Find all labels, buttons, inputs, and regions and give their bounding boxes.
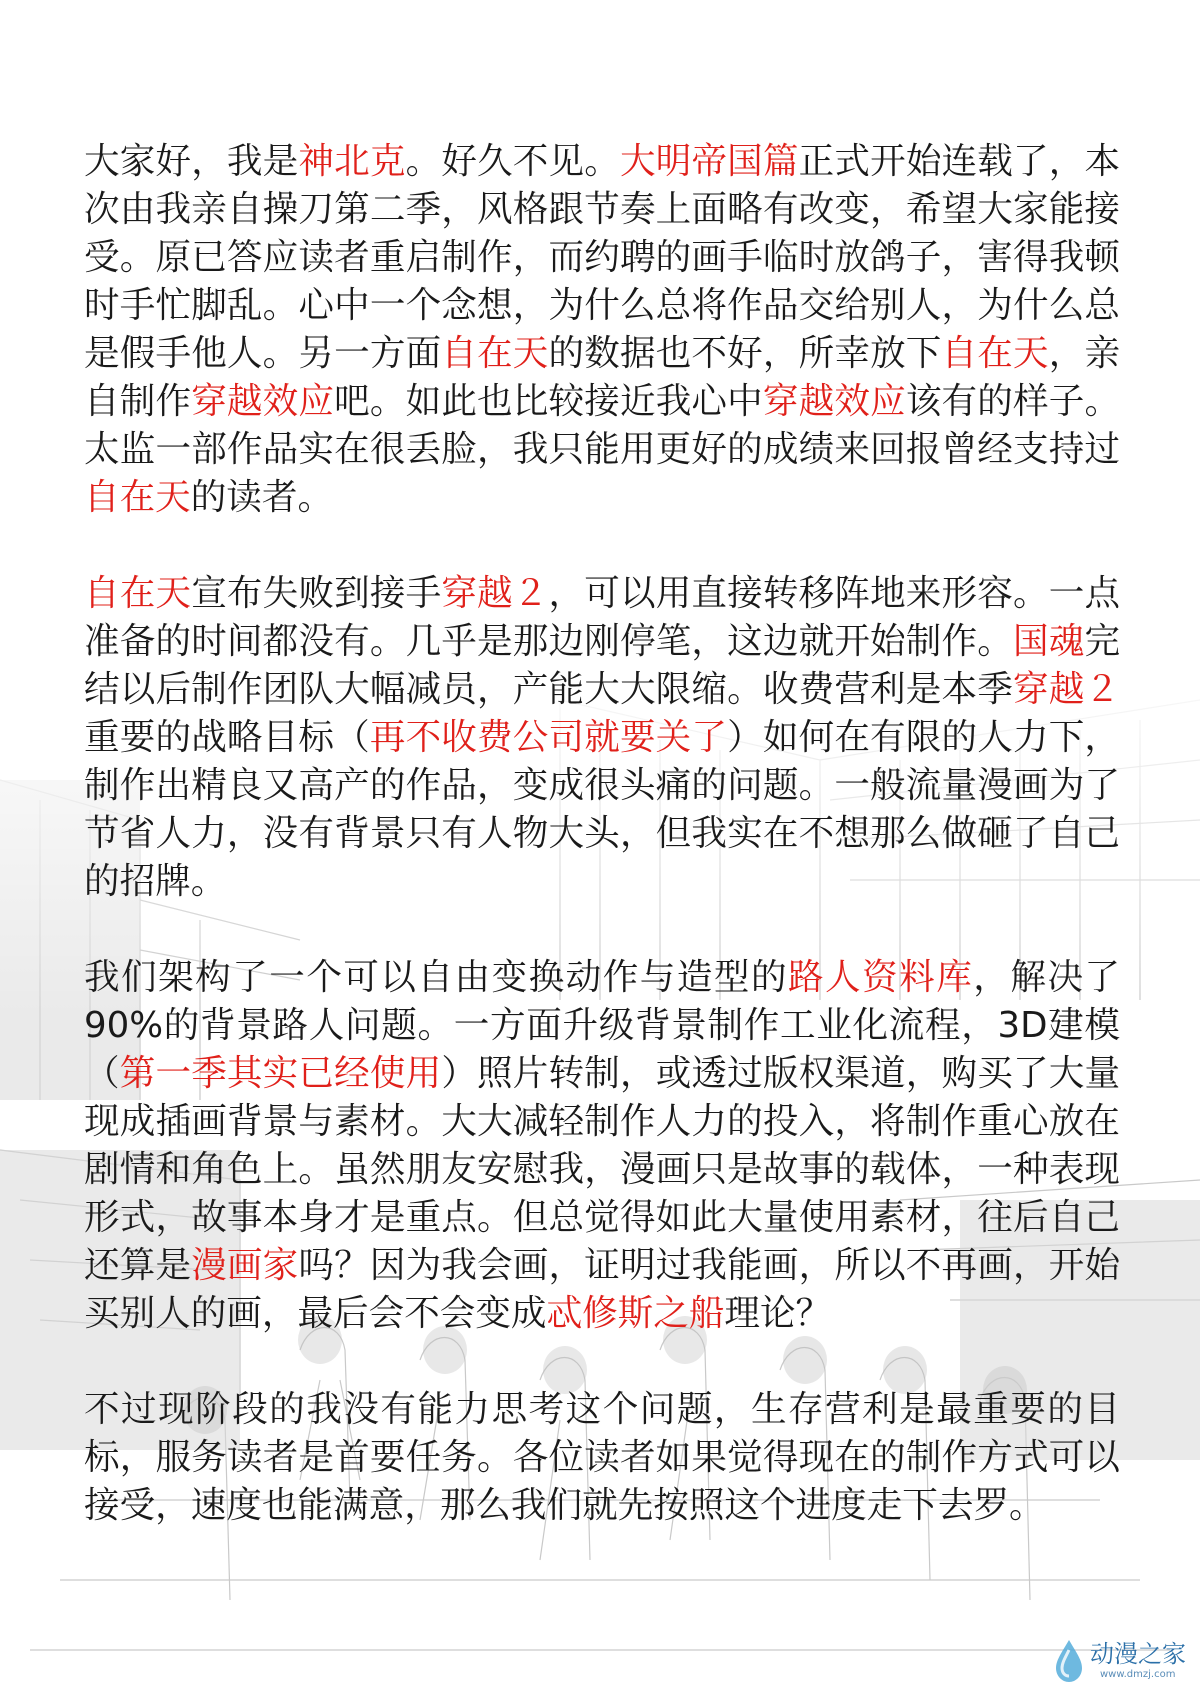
highlighted-term: 穿越２ xyxy=(1012,669,1121,710)
highlighted-term: 大明帝国篇 xyxy=(619,141,799,182)
text-run: ）如何在有限的人力下，制作出精良又高产的作品，变成很头痛的问题。一般流量漫画为了节省人力，没有背景只有人物大头，但我实在不想那么做砸了自己的招牌。 xyxy=(84,717,1121,902)
text-run: 吗？因为我会画，证明过我能画，所以不再画，开始买别人的画，最后会不会变成 xyxy=(84,1245,1121,1334)
text-run: 吧。如此也比较接近我心中 xyxy=(334,381,763,422)
text-run: ，亲自制作 xyxy=(84,333,1121,422)
highlighted-term: 自在天 xyxy=(84,477,191,518)
droplet-logo-icon xyxy=(1052,1638,1086,1684)
highlighted-term: 神北克 xyxy=(298,141,406,182)
highlighted-term: 国魂 xyxy=(1012,621,1085,662)
text-run: 的读者。 xyxy=(190,477,334,518)
highlighted-term: 漫画家 xyxy=(191,1245,299,1286)
paragraph-3 xyxy=(84,954,1120,1338)
paragraph-4 xyxy=(84,1386,1120,1530)
text-run: 大家好，我是 xyxy=(84,141,299,182)
text-run: ，可以用直接转移阵地来形容。一点准备的时间都没有。几乎是那边刚停笔，这边就开始制作。 xyxy=(84,573,1121,662)
dmzj-watermark-logo xyxy=(1050,1636,1190,1688)
highlighted-term: 自在天 xyxy=(941,333,1049,374)
highlighted-term: 路人资料库 xyxy=(788,957,974,998)
text-run: 该有的样子。太监一部作品实在很丢脸，我只能用更好的成绩来回报曾经支持过 xyxy=(84,381,1121,470)
highlighted-term: 再不收费公司就要关了 xyxy=(369,717,728,758)
paragraph-2 xyxy=(84,570,1120,906)
highlighted-term: 穿越效应 xyxy=(762,381,906,422)
paragraph-1 xyxy=(84,138,1120,522)
logo-name: 动漫之家 xyxy=(1090,1640,1186,1668)
text-run: ）照片转制，或透过版权渠道，购买了大量现成插画背景与素材。大大减轻制作人力的投入，将制作重心放在剧情和角色上。虽然朋友安慰我，漫画只是故事的载体，一种表现形式，故事本身才是重点。但总觉得如此大量使用素材，往后自己还算是 xyxy=(84,1053,1121,1286)
text-run: 理论？ xyxy=(724,1293,832,1334)
text-run: 正式开始连载了，本次由我亲自操刀第二季，风格跟节奏上面略有改变，希望大家能接受。原已答应读者重启制作，而约聘的画手临时放鸽子，害得我顿时手忙脚乱。心中一个念想，为什么总将作品交给别人，为什么总是假手他人。另一方面 xyxy=(84,141,1121,374)
highlighted-term: 自在天 xyxy=(84,573,192,614)
highlighted-term: 第一季其实已经使用 xyxy=(119,1053,442,1094)
text-run: 的数据也不好，所幸放下 xyxy=(548,333,942,374)
highlighted-term: 穿越２ xyxy=(441,573,549,614)
text-run: 重要的战略目标（ xyxy=(84,717,370,758)
highlighted-term: 忒修斯之船 xyxy=(546,1293,725,1334)
article-text xyxy=(84,138,1120,1578)
text-run: 我们架构了一个可以自由变换动作与造型的 xyxy=(84,957,788,998)
highlighted-term: 自在天 xyxy=(441,333,549,374)
text-run: 宣布失败到接手 xyxy=(191,573,442,614)
highlighted-term: 穿越效应 xyxy=(191,381,335,422)
text-run: 不过现阶段的我没有能力思考这个问题，生存营利是最重要的目标，服务读者是首要任务。各位读者如果觉得现在的制作方式可以接受，速度也能满意，那么我们就先按照这个进度走下去罗。 xyxy=(84,1389,1120,1526)
text-run: 。好久不见。 xyxy=(405,141,620,182)
text-run: ，解决了90%的背景路人问题。一方面升级背景制作工业化流程，3D建模（ xyxy=(84,957,1121,1094)
logo-url: www.dmzj.com xyxy=(1100,1669,1176,1680)
text-run: 完结以后制作团队大幅减员，产能大大限缩。收费营利是本季 xyxy=(84,621,1121,710)
